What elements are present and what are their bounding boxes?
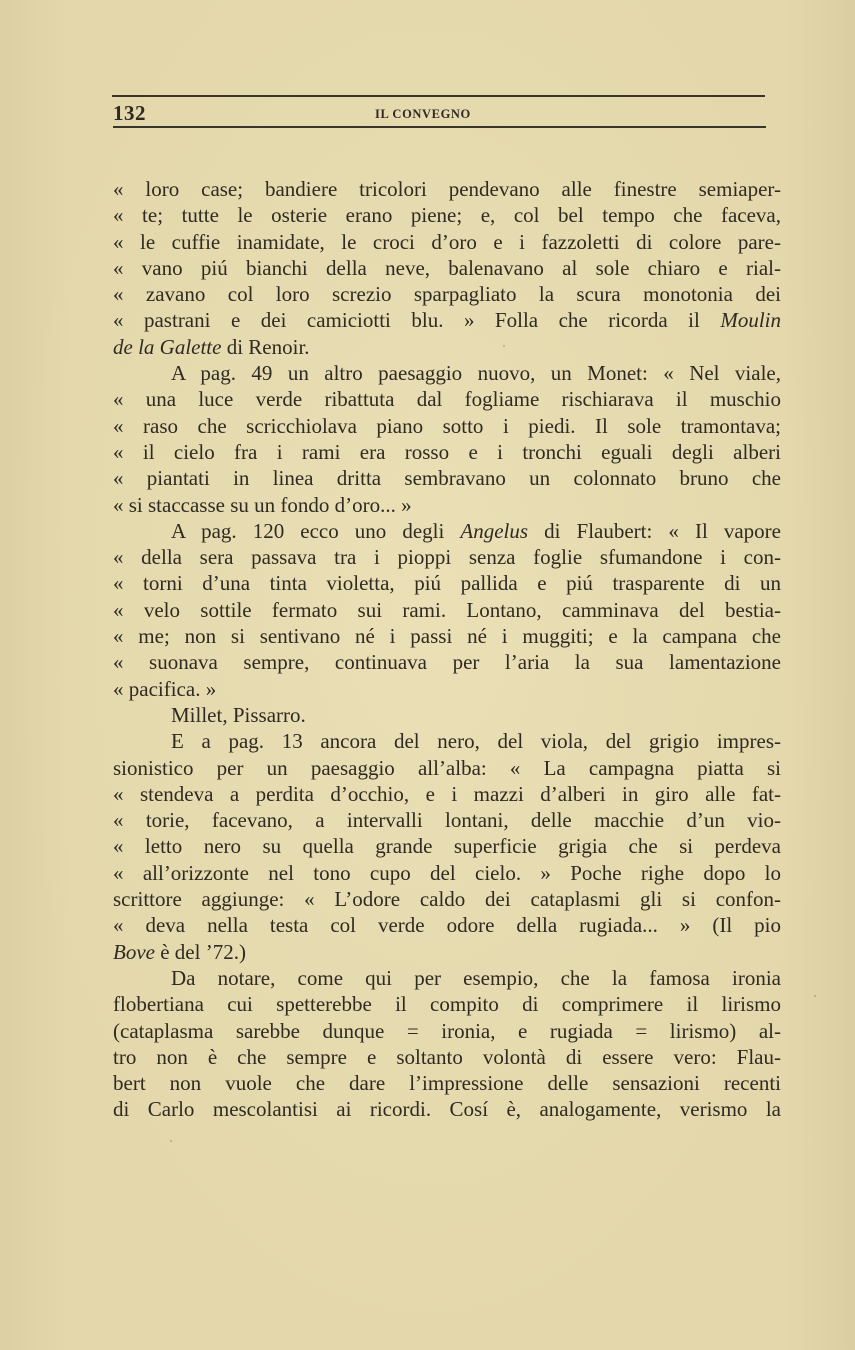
paragraph-start: A pag. 49 un altro paesaggio nuovo, un Monet: « Nel viale, xyxy=(171,361,781,386)
text-run: di Flaubert: « Il vapore xyxy=(528,518,781,543)
text-line: « zavano col loro screzio sparpagliato la scura monotonia dei xyxy=(113,282,781,307)
journal-title: IL CONVEGNO xyxy=(375,107,471,121)
text-line: flobertiana cui spetterebbe il compito di comprimere il lirismo xyxy=(113,992,781,1017)
text-line: « della sera passava tra i pioppi senza foglie sfumandone i con- xyxy=(113,545,781,570)
text-line: « raso che scricchiolava piano sotto i piedi. Il sole tramontava; xyxy=(113,413,781,438)
text-line: « stendeva a perdita d’occhio, e i mazzi d’alberi in giro alle fat- xyxy=(113,781,781,806)
text-run: di Renoir. xyxy=(221,334,310,359)
text-run: « pastrani e dei camiciotti blu. » Folla che ricorda il xyxy=(113,308,721,333)
text-line: « suonava sempre, continuava per l’aria la sua lamentazione xyxy=(113,650,781,675)
text-run: A pag. 120 ecco uno degli xyxy=(171,518,461,543)
paragraph-start: E a pag. 13 ancora del nero, del viola, del grigio impres- xyxy=(171,729,781,754)
paragraph-start xyxy=(113,518,781,544)
text-line: « si staccasse su un fondo d’oro... » xyxy=(113,492,412,517)
running-head xyxy=(113,97,766,126)
text-line: « torie, facevano, a intervalli lontani, delle macchie d’un vio- xyxy=(113,808,781,833)
body-text xyxy=(113,176,781,1123)
text-line: « letto nero su quella grande superficie grigia che si perdeva xyxy=(113,834,781,859)
text-line: tro non è che sempre e soltanto volontà di essere vero: Flau- xyxy=(113,1044,781,1069)
paper-speck xyxy=(814,995,816,997)
text-line: di Carlo mescolantisi ai ricordi. Cosí è, analogamente, verismo la xyxy=(113,1097,781,1122)
text-line: « piantati in linea dritta sembravano un colonnato bruno che xyxy=(113,466,781,491)
text-line xyxy=(113,939,781,965)
text-line: « all’orizzonte nel tono cupo del cielo. » Poche righe dopo lo xyxy=(113,860,781,885)
italic-title: Moulin xyxy=(720,308,781,333)
text-line: « una luce verde ribattuta dal fogliame rischiarava il muschio xyxy=(113,387,781,412)
text-line xyxy=(113,307,781,333)
text-line: bert non vuole che dare l’impressione delle sensazioni recenti xyxy=(113,1071,781,1096)
text-line: scrittore aggiunge: « L’odore caldo dei cataplasmi gli si confon- xyxy=(113,887,781,912)
text-line: « loro case; bandiere tricolori pendevano alle finestre semiaper- xyxy=(113,177,781,201)
page-header xyxy=(113,95,766,128)
italic-title: Bove xyxy=(113,939,155,964)
text-line: « vano piú bianchi della neve, balenavano al sole chiaro e rial- xyxy=(113,255,781,280)
text-run: è del ’72.) xyxy=(154,939,246,964)
header-rule-bottom xyxy=(113,126,766,128)
paragraph-start: Millet, Pissarro. xyxy=(171,702,306,727)
paper-speck xyxy=(503,345,505,347)
text-line: « il cielo fra i rami era rosso e i tronchi eguali degli alberi xyxy=(113,439,781,464)
italic-title: de la Galette xyxy=(113,334,222,359)
text-line: (cataplasma sarebbe dunque = ironia, e rugiada = lirismo) al- xyxy=(113,1018,781,1043)
text-line: « velo sottile fermato sui rami. Lontano, camminava del bestia- xyxy=(113,597,781,622)
text-line: « me; non si sentivano né i passi né i muggiti; e la campana che xyxy=(113,624,781,649)
paragraph-start: Da notare, come qui per esempio, che la famosa ironia xyxy=(171,965,781,990)
text-line xyxy=(113,334,781,360)
paper-speck xyxy=(170,1140,172,1142)
page-number: 132 xyxy=(113,101,146,125)
text-line: « torni d’una tinta violetta, piú pallida e piú trasparente di un xyxy=(113,571,781,596)
text-line: « le cuffie inamidate, le croci d’oro e i fazzoletti di colore pare- xyxy=(113,229,781,254)
text-line: sionistico per un paesaggio all’alba: « La campagna piatta si xyxy=(113,755,781,780)
text-line: « pacifica. » xyxy=(113,676,217,701)
italic-title: Angelus xyxy=(460,518,529,543)
text-line: « te; tutte le osterie erano piene; e, col bel tempo che faceva, xyxy=(113,203,781,228)
text-line: « deva nella testa col verde odore della rugiada... » (Il pio xyxy=(113,913,781,938)
